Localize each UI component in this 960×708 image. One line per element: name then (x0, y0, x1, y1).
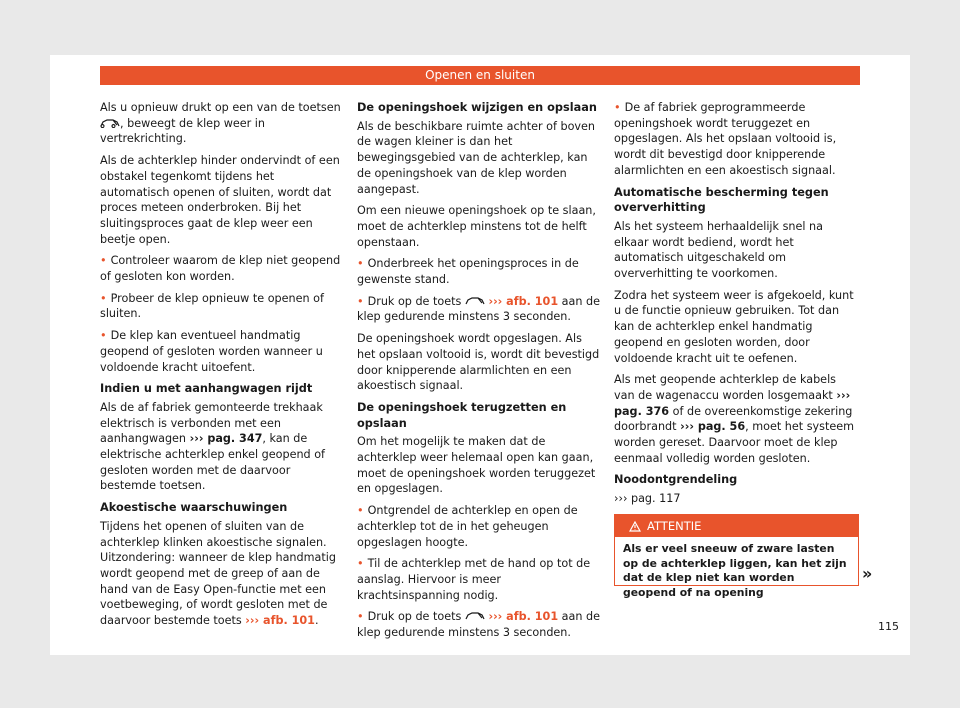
warning-triangle-icon (629, 521, 641, 532)
section-header: Openen en sluiten (100, 66, 860, 85)
list-item: • De klep kan eventueel handmatig geopend of gesloten worden wanneer u voldoende kracht uitoefent. (100, 328, 345, 375)
text: aan de klep gedurende minstens 3 seconden. (357, 294, 601, 324)
list-item: • Til de achterklep met de hand op tot de aanslag. Hiervoor is meer krachtsinspanning nodig. (357, 556, 602, 603)
list-item (357, 294, 602, 325)
continuation-mark: » (862, 564, 873, 583)
text: Als u opnieuw drukt op een van de toetsen (100, 101, 341, 114)
figure-reference-link[interactable]: ››› afb. 101 (488, 610, 559, 624)
warning-title: ATTENTIE (647, 519, 702, 533)
text: , beweegt de klep weer in vertrekrichting. (100, 116, 265, 146)
subheading: De openingshoek terugzetten en opslaan (357, 400, 567, 430)
subheading: De openingshoek wijzigen en opslaan (357, 101, 597, 114)
car-trunk-icon (465, 611, 485, 621)
paragraph (100, 400, 345, 494)
subheading: Automatische bescherming tegen oververhitting (614, 185, 829, 215)
text: , kan de elektrische achterklep enkel geopend of gesloten worden met de daarvoor bestemde toetsen. (100, 432, 325, 493)
car-trunk-icon (465, 296, 485, 306)
text: aan de klep gedurende minstens 3 seconden. (357, 610, 601, 640)
text: , moet het systeem worden gereset. Daarvoor moet de klep eenmaal volledig worden gesloten. (614, 420, 855, 465)
text: Als de af fabriek gemonteerde trekhaak elektrisch is verbonden met een aanhangwagen (100, 400, 323, 446)
car-trunk-icon (100, 118, 120, 128)
text: of de overeenkomstige zekering doorbrandt (614, 404, 853, 434)
list-item (357, 609, 602, 640)
page-reference-link[interactable]: ››› pag. 376 (614, 388, 851, 418)
paragraph (100, 519, 345, 629)
paragraph: Zodra het systeem weer is afgekoeld, kunt u de functie opnieuw gebruiken. Tot dan kan de achterklep enkel handmatig geopend en gesloten worden, door voldoende kracht uit te oefenen. (614, 288, 854, 365)
paragraph: Om een nieuwe openingshoek op te slaan, moet de achterklep minstens tot de helft openstaan. (357, 204, 596, 249)
page-reference-link[interactable]: ››› pag. 117 (614, 492, 681, 506)
figure-reference-link[interactable]: ››› afb. 101 (245, 614, 315, 628)
text: Druk op de toets (367, 610, 462, 624)
list-item: • Ontgrendel de achterklep en open de achterklep tot de in het geheugen opgeslagen hoogte. (357, 503, 602, 550)
warning-box (614, 514, 859, 599)
column-2 (357, 100, 602, 647)
paragraph: Als de achterklep hinder ondervindt of een obstakel tegenkomt tijdens het automatisch openen of sluiten, wordt dat proces meteen onderbroken. Bij het sluitingsproces gaat de klep weer een beetje open. (100, 154, 340, 246)
page-number: 115 (878, 620, 899, 633)
text: Druk op de toets (367, 294, 462, 308)
list-item: • Controleer waarom de klep niet geopend of gesloten kon worden. (100, 253, 345, 284)
list-item: • Probeer de klep opnieuw te openen of sluiten. (100, 291, 345, 322)
subheading: Akoestische waarschuwingen (100, 501, 288, 515)
paragraph: Om het mogelijk te maken dat de achterklep weer helemaal open kan gaan, moet de openingshoek worden teruggezet en opgeslagen. (357, 435, 596, 496)
paragraph: De openingshoek wordt opgeslagen. Als het opslaan voltooid is, wordt dit bevestigd door knipperende alarmlichten en een akoestisch signaal. (357, 332, 600, 393)
warning-header (615, 515, 858, 537)
subheading: Indien u met aanhangwagen rijdt (100, 382, 313, 396)
page-reference-link[interactable]: ››› pag. 347 (189, 432, 263, 446)
text: . (314, 614, 319, 628)
figure-reference-link[interactable]: ››› afb. 101 (488, 294, 559, 308)
paragraph: Als de beschikbare ruimte achter of boven de wagen kleiner is dan het bewegingsgebied van de achterklep, kan de openingshoek van de klep worden aangepast. (357, 119, 596, 196)
paragraph (614, 372, 859, 466)
warning-text: Als er veel sneeuw of zware lasten op de achterklep liggen, kan het zijn dat de klep niet kan worden geopend of na opening (623, 542, 847, 599)
text: Als met geopende achterklep de kabels van de wagenaccu worden losgemaakt (614, 373, 837, 402)
page-reference-link[interactable]: ››› pag. 56 (680, 420, 746, 434)
paragraph (100, 100, 345, 147)
column-1 (100, 100, 345, 635)
column-3 (614, 100, 859, 513)
subheading: Noodontgrendeling (614, 473, 738, 487)
list-item: • Onderbreek het openingsproces in de gewenste stand. (357, 256, 602, 287)
paragraph: Als het systeem herhaaldelijk snel na elkaar wordt bediend, wordt het automatisch uitgeschakeld om oververhitting te voorkomen. (614, 219, 823, 281)
list-item: • De af fabriek geprogrammeerde openingshoek wordt teruggezet en opgeslagen. Als het opslaan voltooid is, wordt dit bevestigd door knipperende alarmlichten en een akoestisch signaal. (614, 100, 859, 179)
text: Tijdens het openen of sluiten van de achterklep klinken akoestische signalen. Uitzondering: wanneer de klep handmatig wordt geopend met de greep of aan de hand van de Easy Open-functie met een voetbeweging, of wordt gesloten met de daarvoor bestemde toets (100, 519, 336, 628)
